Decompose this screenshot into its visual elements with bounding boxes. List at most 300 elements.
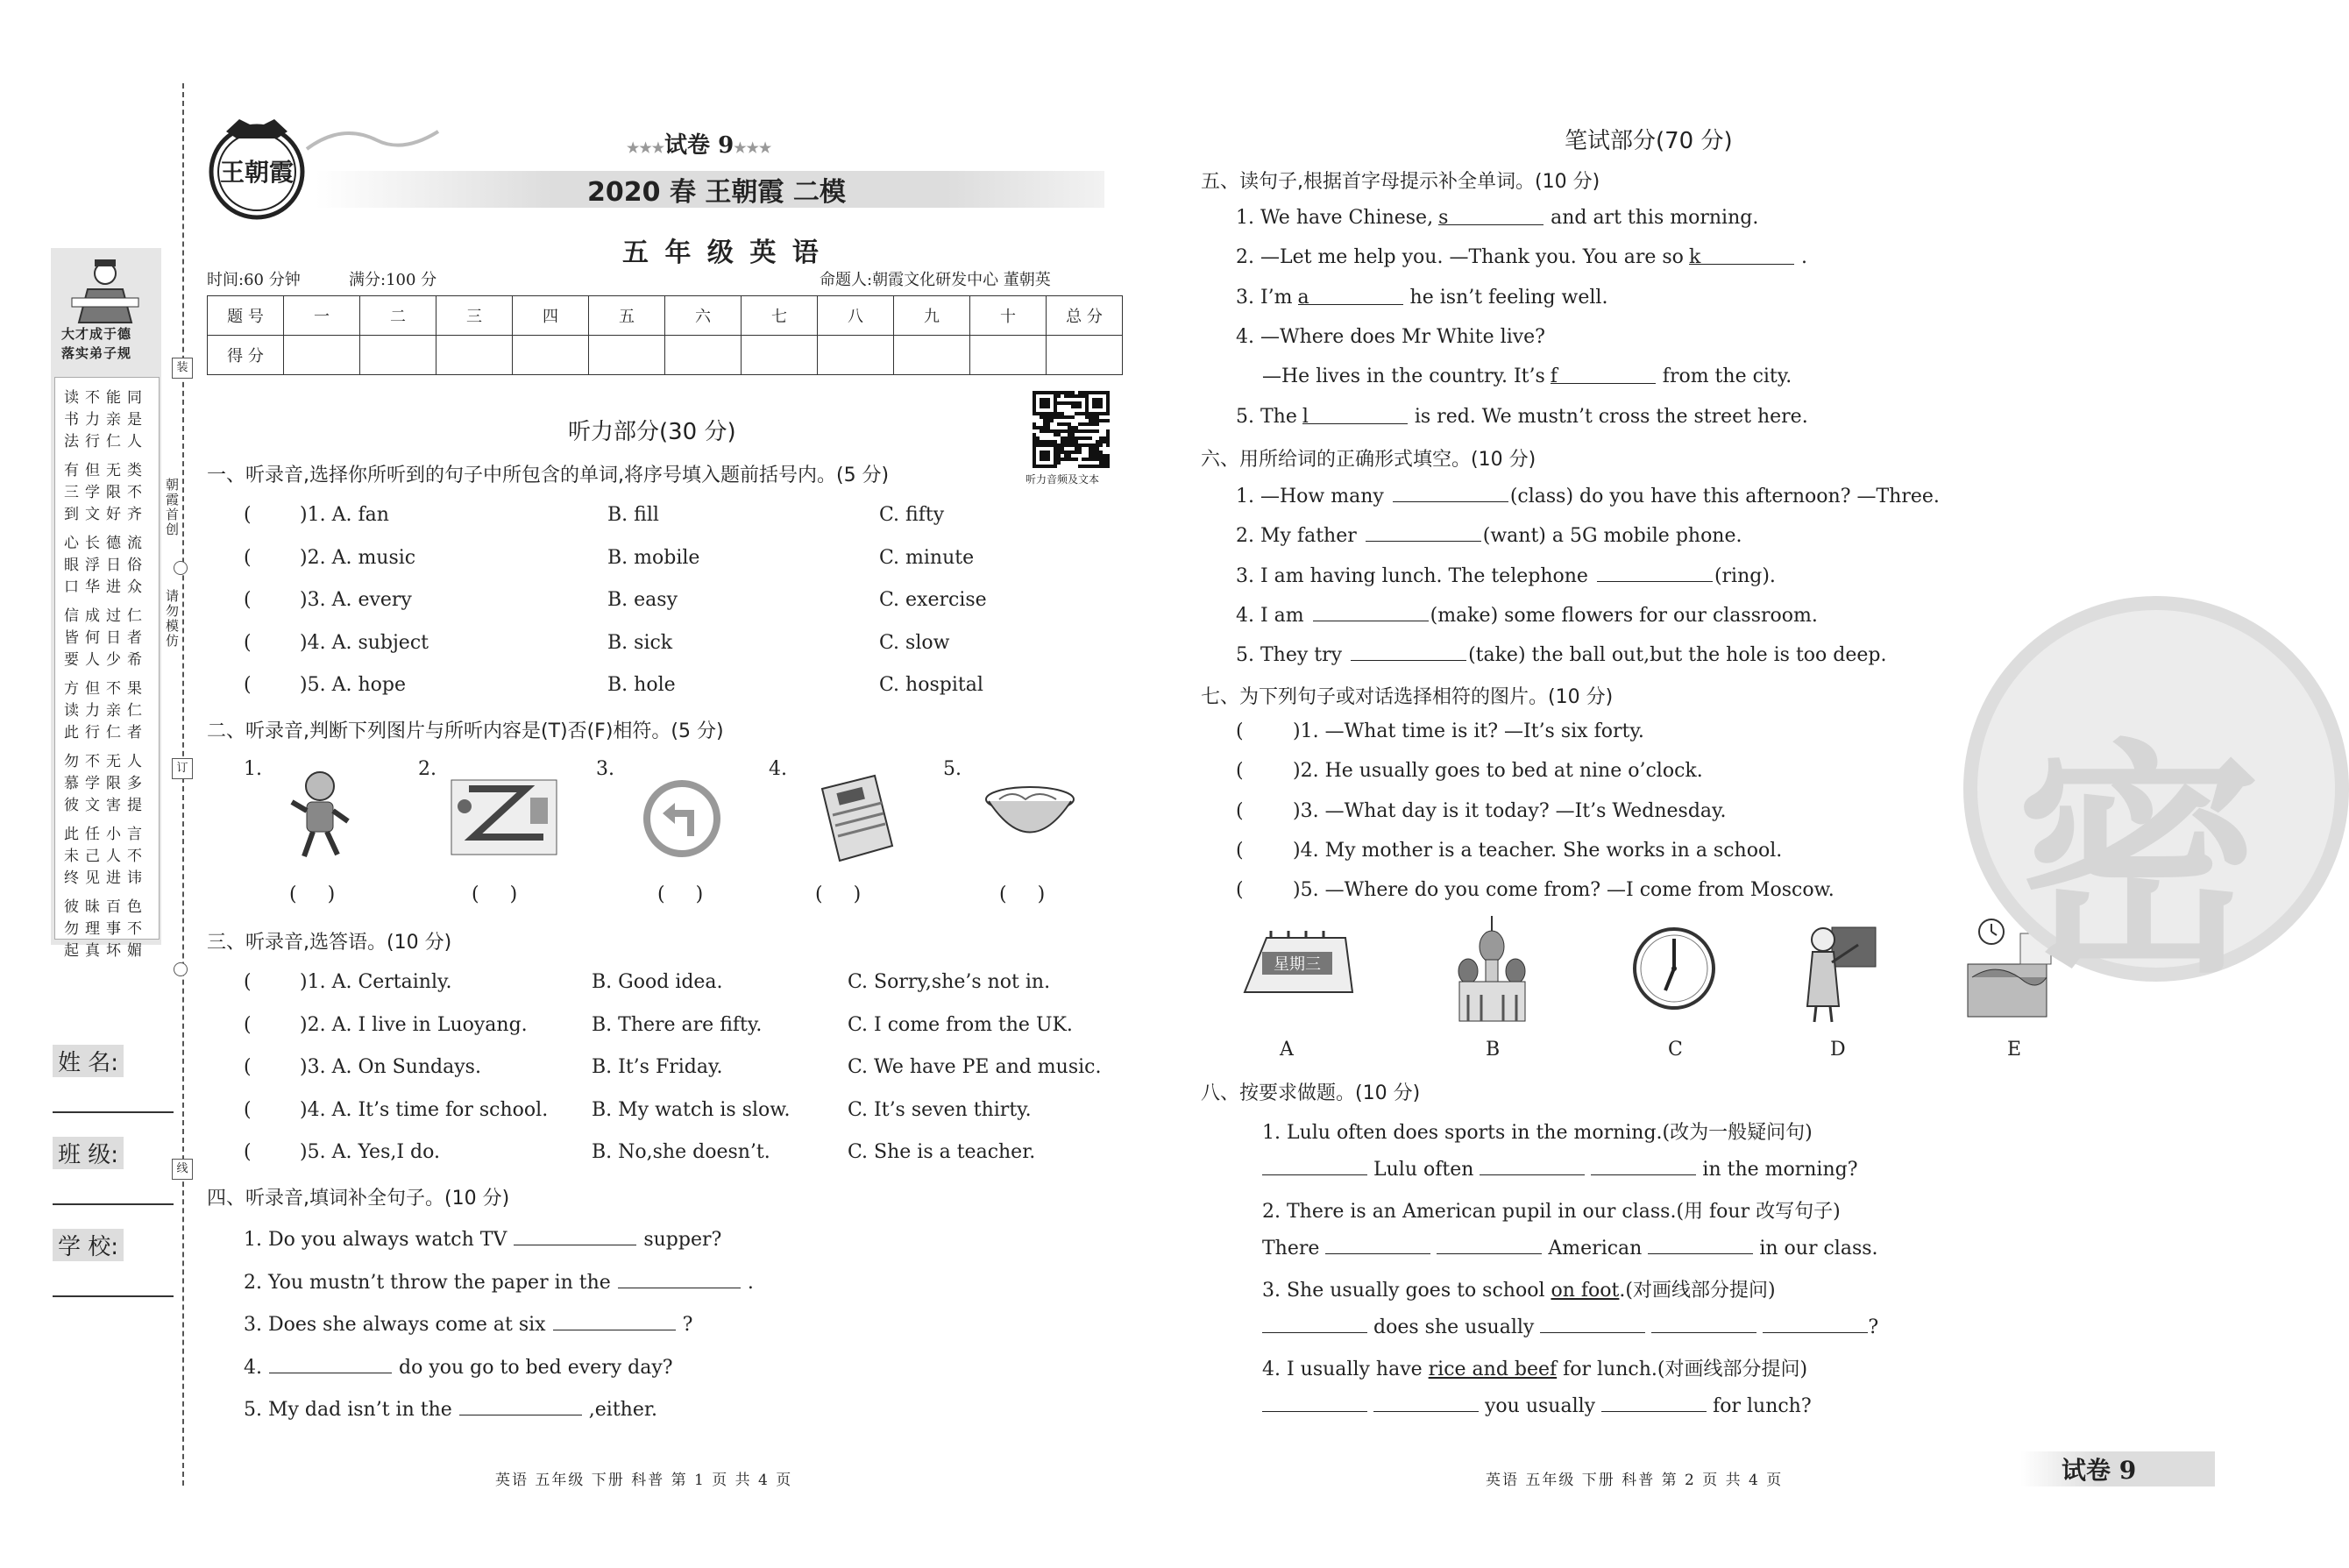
answer-paren[interactable]: ( ): [472, 883, 518, 905]
score-header-cell: 五: [589, 296, 665, 336]
answer-blank[interactable]: l: [1302, 406, 1408, 424]
qr-module: [1103, 454, 1106, 458]
qr-module: [1047, 398, 1050, 401]
qr-module: [1106, 465, 1110, 468]
option-c: C. fifty: [879, 504, 945, 526]
qr-module: [1071, 415, 1075, 419]
qr-module: [1064, 429, 1068, 433]
sidebar-poem-line: 彼昧百色: [64, 898, 148, 916]
sidebar-poem-line: 信成过仁: [64, 607, 148, 625]
answer-blank[interactable]: [1366, 523, 1481, 542]
qr-module: [1099, 419, 1103, 422]
qr-module: [1085, 401, 1089, 405]
qr-module: [1103, 461, 1106, 465]
qr-module: [1061, 440, 1064, 443]
sentence-text: (class) do you have this afternoon? —Three.: [1509, 486, 1940, 507]
answer-blank[interactable]: [1351, 642, 1466, 661]
sentence-text: (take) the ball out,but the hole is too deep.: [1468, 644, 1887, 667]
qr-module: [1078, 405, 1082, 408]
answer-paren[interactable]: (: [244, 1098, 252, 1121]
qr-module: [1050, 415, 1054, 419]
picture-label: B: [1486, 1039, 1501, 1061]
name-field[interactable]: [53, 1111, 174, 1113]
qr-module: [1096, 429, 1099, 433]
qr-module: [1040, 458, 1043, 461]
qr-module: [1085, 436, 1089, 440]
qr-module: [1043, 458, 1047, 461]
score-cell[interactable]: [742, 336, 818, 375]
word-form-sentence: [1236, 484, 1940, 507]
qr-module: [1061, 458, 1064, 461]
sidebar-poem-line: 读不能同: [64, 389, 148, 407]
qr-module: [1064, 401, 1068, 405]
qr-module: [1033, 398, 1036, 401]
exam-title: 2020 春 王朝霞 二模: [587, 177, 846, 208]
qr-module: [1082, 412, 1085, 415]
sentence-text: ,either.: [588, 1399, 657, 1421]
section-8-q1-answer: Lulu often in the morning?: [1262, 1157, 1858, 1181]
qr-module: [1054, 465, 1057, 468]
qr-module: [1043, 451, 1047, 454]
score-header-cell: 十: [970, 296, 1047, 336]
qr-module: [1082, 458, 1085, 461]
answer-paren[interactable]: (: [1236, 720, 1244, 742]
answer-blank[interactable]: f: [1551, 365, 1656, 384]
qr-module: [1075, 412, 1078, 415]
qr-module: [1057, 412, 1061, 415]
section-1-title: 一、听录音,选择你所听到的句子中所包含的单词,将序号填入题前括号内。(5 分): [207, 465, 890, 486]
option-b: B. No,she doesn’t.: [592, 1141, 770, 1163]
qr-module: [1064, 422, 1068, 426]
qr-module: [1033, 461, 1036, 465]
book-picture: [805, 771, 901, 871]
sidebar-poem-line: 读力亲仁: [64, 702, 148, 720]
qr-module: [1078, 429, 1082, 433]
qr-module: [1096, 415, 1099, 419]
picture-number: 5.: [943, 758, 962, 780]
option-c: C. hospital: [879, 674, 983, 696]
qr-module: [1068, 401, 1071, 405]
qr-caption: 听力音频及文本: [1025, 473, 1100, 486]
qr-module: [1103, 440, 1106, 443]
noodle-bowl-picture: [982, 780, 1078, 854]
score-header-cell: 九: [894, 296, 970, 336]
qr-module: [1071, 391, 1075, 394]
qr-module: [1096, 419, 1099, 422]
answer-blank[interactable]: s: [1438, 207, 1544, 225]
qr-module: [1099, 440, 1103, 443]
qr-module: [1040, 443, 1043, 447]
qr-module: [1061, 451, 1064, 454]
calendar-day-text: 星期三: [1274, 955, 1321, 974]
qr-module: [1103, 436, 1106, 440]
qr-module: [1040, 440, 1043, 443]
option-a: )4. A. It’s time for school.: [300, 1098, 549, 1121]
answer-paren[interactable]: ( ): [289, 883, 336, 905]
sidebar-poem-line: 书力亲是: [64, 411, 148, 429]
secret-watermark: 密: [1963, 596, 2253, 982]
answer-blank[interactable]: [1597, 564, 1713, 582]
qr-module: [1092, 443, 1096, 447]
qr-module: [1106, 440, 1110, 443]
sidebar-poem-line: 终见进讳: [64, 869, 148, 887]
qr-module: [1106, 461, 1110, 465]
qr-module: [1033, 391, 1036, 394]
qr-module: [1064, 443, 1068, 447]
qr-module: [1054, 443, 1057, 447]
score-cell[interactable]: [360, 336, 436, 375]
score-header-cell: 三: [436, 296, 513, 336]
qr-module: [1075, 447, 1078, 451]
moscow-cathedral-picture: [1451, 912, 1534, 1029]
sidebar-poem-line: 心长德流: [64, 535, 148, 552]
answer-paren[interactable]: (: [244, 971, 252, 993]
writing-heading: 笔试部分(70 分): [1565, 128, 1733, 154]
option-c: C. minute: [879, 546, 975, 569]
answer-paren[interactable]: (: [1236, 879, 1244, 902]
qr-module: [1089, 391, 1092, 394]
qr-module: [1054, 391, 1057, 394]
qr-module: [1068, 443, 1071, 447]
qr-module: [1092, 398, 1096, 401]
score-header-cell: 二: [360, 296, 436, 336]
qr-module: [1047, 401, 1050, 405]
answer-paren[interactable]: (: [244, 504, 252, 526]
qr-module: [1085, 465, 1089, 468]
word-form-sentence: [1236, 603, 1818, 627]
qr-module: [1054, 412, 1057, 415]
score-value-row: [208, 336, 1123, 375]
qr-module: [1099, 401, 1103, 405]
qr-module: [1050, 412, 1054, 415]
qr-module: [1054, 398, 1057, 401]
qr-module: [1075, 440, 1078, 443]
qr-module: [1106, 408, 1110, 412]
score-cell[interactable]: [665, 336, 742, 375]
qr-module: [1054, 458, 1057, 461]
qr-module: [1061, 443, 1064, 447]
qr-module: [1050, 429, 1054, 433]
qr-module: [1075, 451, 1078, 454]
qr-module: [1036, 436, 1040, 440]
qr-module: [1085, 391, 1089, 394]
qr-module: [1050, 465, 1054, 468]
qr-module: [1068, 426, 1071, 429]
qr-module: [1043, 398, 1047, 401]
time-info: 时间:60 分钟: [207, 271, 301, 289]
qr-module: [1047, 443, 1050, 447]
qr-module: [1043, 443, 1047, 447]
qr-module: [1036, 391, 1040, 394]
qr-module: [1033, 454, 1036, 458]
score-table: [207, 295, 1123, 375]
option-a: )2. A. music: [300, 546, 416, 569]
qr-module: [1036, 465, 1040, 468]
qr-module: [1092, 391, 1096, 394]
qr-module: [1096, 458, 1099, 461]
qr-module: [1082, 443, 1085, 447]
full-score-info: 满分:100 分: [349, 271, 437, 289]
score-cell[interactable]: [818, 336, 894, 375]
qr-module: [1040, 398, 1043, 401]
qr-module: [1092, 419, 1096, 422]
answer-paren[interactable]: (: [244, 1141, 252, 1163]
qr-module: [1054, 440, 1057, 443]
qr-module: [1057, 447, 1061, 451]
qr-module: [1078, 443, 1082, 447]
fill-sentence: [244, 1312, 692, 1336]
qr-module: [1089, 451, 1092, 454]
qr-module: [1103, 391, 1106, 394]
sentence-text: 4.: [244, 1356, 262, 1379]
qr-module: [1057, 443, 1061, 447]
qr-module: [1064, 415, 1068, 419]
qr-module: [1050, 391, 1054, 394]
qr-module: [1057, 429, 1061, 433]
footer-right: 英语 五年级 下册 科普 第 2 页 共 4 页: [1486, 1472, 1784, 1489]
qr-module: [1075, 401, 1078, 405]
sentence-text: .: [1800, 246, 1807, 269]
qr-module: [1106, 458, 1110, 461]
qr-module: [1092, 415, 1096, 419]
answer-blank[interactable]: [618, 1270, 741, 1288]
class-field[interactable]: [53, 1203, 174, 1205]
qr-module: [1096, 401, 1099, 405]
picture-label: E: [2007, 1039, 2022, 1061]
qr-module: [1043, 440, 1047, 443]
sidebar-poem-line: 要人少希: [64, 651, 148, 669]
qr-module: [1057, 451, 1061, 454]
qr-module: [1075, 394, 1078, 398]
score-cell[interactable]: [284, 336, 360, 375]
matching-sentence: )2. He usually goes to bed at nine o’clock.: [1293, 760, 1703, 783]
school-field[interactable]: [53, 1295, 174, 1297]
picture-number: 3.: [596, 758, 614, 780]
qr-module: [1040, 405, 1043, 408]
sidebar-poem-line: 勿理事不: [64, 920, 148, 938]
answer-blank[interactable]: [1393, 484, 1508, 502]
qr-module: [1089, 419, 1092, 422]
qr-module: [1096, 443, 1099, 447]
score-cell[interactable]: [1047, 336, 1123, 375]
sentence-text: 5. They try: [1236, 644, 1343, 667]
qr-module: [1106, 443, 1110, 447]
qr-module: [1092, 412, 1096, 415]
answer-paren[interactable]: (: [1236, 760, 1244, 783]
qr-module: [1047, 391, 1050, 394]
sidebar-poem-line: 勿不无人: [64, 753, 148, 770]
option-b: B. sick: [607, 631, 673, 654]
section-2-title: 二、听录音,判断下列图片与所听内容是(T)否(F)相符。(5 分): [207, 720, 724, 742]
sentence-text: is red. We mustn’t cross the street here.: [1414, 405, 1808, 428]
qr-module: [1106, 391, 1110, 394]
score-cell[interactable]: [513, 336, 589, 375]
qr-module: [1054, 408, 1057, 412]
qr-module: [1099, 451, 1103, 454]
qr-module: [1054, 401, 1057, 405]
answer-paren[interactable]: (: [244, 1013, 252, 1036]
option-a: )1. A. fan: [300, 504, 389, 526]
qr-module: [1103, 458, 1106, 461]
sidebar-poem-line: 到文好齐: [64, 506, 148, 523]
answer-paren[interactable]: (: [1236, 839, 1244, 862]
answer-blank[interactable]: k: [1689, 246, 1794, 265]
answer-paren[interactable]: (: [244, 631, 252, 654]
qr-module: [1078, 422, 1082, 426]
score-header-cell: 一: [284, 296, 360, 336]
option-a: )3. A. every: [300, 589, 412, 611]
word-form-sentence: [1236, 564, 1776, 587]
sentence-text: 1. —How many: [1236, 486, 1384, 507]
qr-module: [1047, 429, 1050, 433]
answer-blank[interactable]: [553, 1312, 676, 1330]
score-cell[interactable]: [894, 336, 970, 375]
qr-module: [1043, 415, 1047, 419]
qr-module: [1033, 412, 1036, 415]
score-cell[interactable]: [970, 336, 1047, 375]
answer-paren[interactable]: (: [244, 674, 252, 696]
turn-left-sign-icon: [642, 778, 722, 862]
qr-module: [1068, 394, 1071, 398]
sentence-text: 1. Do you always watch TV: [244, 1229, 507, 1251]
qr-module: [1043, 429, 1047, 433]
qr-module: [1106, 429, 1110, 433]
section-4-title: 四、听录音,填词补全句子。(10 分): [207, 1188, 510, 1210]
qr-module: [1071, 458, 1075, 461]
qr-module: [1099, 436, 1103, 440]
score-header-cell: 总 分: [1047, 296, 1123, 336]
answer-paren[interactable]: ( ): [657, 883, 704, 905]
answer-paren[interactable]: ( ): [815, 883, 862, 905]
qr-module: [1033, 465, 1036, 468]
qr-module: [1040, 412, 1043, 415]
matching-sentence: )1. —What time is it? —It’s six forty.: [1293, 720, 1644, 742]
answer-paren[interactable]: (: [244, 589, 252, 611]
qr-module: [1099, 405, 1103, 408]
qr-module: [1071, 440, 1075, 443]
sentence-text: 5. My dad isn’t in the: [244, 1399, 452, 1421]
qr-module: [1089, 458, 1092, 461]
answer-paren[interactable]: ( ): [999, 883, 1046, 905]
qr-module: [1043, 426, 1047, 429]
score-cell[interactable]: [436, 336, 513, 375]
option-b: B. hole: [607, 674, 676, 696]
answer-blank[interactable]: a: [1298, 287, 1403, 305]
qr-module: [1043, 401, 1047, 405]
qr-module: [1054, 415, 1057, 419]
option-a: )3. A. On Sundays.: [300, 1056, 481, 1078]
svg-text:王朝霞: 王朝霞: [219, 158, 295, 187]
sentence-text: 4. —Where does Mr White live?: [1236, 325, 1545, 348]
qr-module: [1085, 429, 1089, 433]
option-c: C. It’s seven thirty.: [848, 1098, 1032, 1121]
qr-module: [1071, 433, 1075, 436]
sentence-text: supper?: [643, 1229, 722, 1251]
qr-module: [1085, 415, 1089, 419]
qr-module: [1050, 443, 1054, 447]
qr-module: [1096, 391, 1099, 394]
sentence-text: 5. The: [1236, 405, 1297, 428]
qr-module: [1068, 454, 1071, 458]
qr-module: [1043, 405, 1047, 408]
sidebar-poem-line: 起真坏媚: [64, 942, 148, 960]
answer-blank[interactable]: [514, 1227, 636, 1245]
option-c: C. We have PE and music.: [848, 1056, 1102, 1078]
qr-module: [1075, 436, 1078, 440]
option-a: )5. A. hope: [300, 674, 406, 696]
qr-module: [1089, 465, 1092, 468]
qr-module: [1033, 401, 1036, 405]
qr-module: [1096, 412, 1099, 415]
qr-module: [1033, 436, 1036, 440]
qr-module: [1106, 401, 1110, 405]
sentence-text: ?: [682, 1314, 693, 1336]
qr-module: [1033, 405, 1036, 408]
binding-mark: 装: [172, 358, 193, 379]
option-c: C. She is a teacher.: [848, 1141, 1036, 1163]
qr-module: [1089, 429, 1092, 433]
answer-paren[interactable]: (: [244, 546, 252, 569]
qr-module: [1047, 426, 1050, 429]
answer-blank[interactable]: [459, 1397, 582, 1415]
sentence-text: —He lives in the country. It’s: [1262, 365, 1545, 388]
qr-module: [1092, 465, 1096, 468]
qr-module: [1033, 447, 1036, 451]
answer-paren[interactable]: (: [1236, 799, 1244, 822]
qr-module: [1047, 451, 1050, 454]
listening-heading: 听力部分(30 分): [568, 419, 736, 445]
option-a: )5. A. Yes,I do.: [300, 1141, 440, 1163]
qr-module: [1064, 391, 1068, 394]
answer-blank[interactable]: [269, 1355, 392, 1373]
qr-module: [1040, 429, 1043, 433]
qr-module: [1085, 398, 1089, 401]
matching-sentence: )4. My mother is a teacher. She works in a school.: [1293, 839, 1783, 862]
qr-module: [1033, 422, 1036, 426]
binding-hole: [174, 962, 188, 976]
qr-module: [1085, 443, 1089, 447]
qr-code[interactable]: [1033, 391, 1110, 468]
answer-blank[interactable]: [1313, 603, 1429, 621]
qr-module: [1040, 401, 1043, 405]
section-8-q2: 2. There is an American pupil in our class.(用 four 改写句子): [1262, 1201, 1841, 1223]
qr-module: [1089, 436, 1092, 440]
qr-module: [1064, 451, 1068, 454]
qr-module: [1089, 422, 1092, 426]
qr-module: [1054, 394, 1057, 398]
answer-paren[interactable]: (: [244, 1056, 252, 1078]
qr-module: [1057, 454, 1061, 458]
binding-hole: [174, 561, 188, 575]
qr-module: [1075, 429, 1078, 433]
qr-module: [1096, 422, 1099, 426]
qr-module: [1040, 391, 1043, 394]
qr-module: [1071, 405, 1075, 408]
qr-module: [1061, 412, 1064, 415]
qr-module: [1071, 429, 1075, 433]
qr-module: [1033, 433, 1036, 436]
qr-module: [1075, 426, 1078, 429]
fill-sentence: [244, 1355, 673, 1379]
option-b: B. There are fifty.: [592, 1013, 763, 1036]
sentence-text: 2. —Let me help you. —Thank you. You are so: [1236, 246, 1684, 269]
score-cell[interactable]: [589, 336, 665, 375]
qr-module: [1061, 429, 1064, 433]
qr-module: [1082, 429, 1085, 433]
picture-number: 4.: [769, 758, 787, 780]
qr-module: [1047, 454, 1050, 458]
section-8-q4-answer: you usually for lunch?: [1262, 1394, 1812, 1417]
